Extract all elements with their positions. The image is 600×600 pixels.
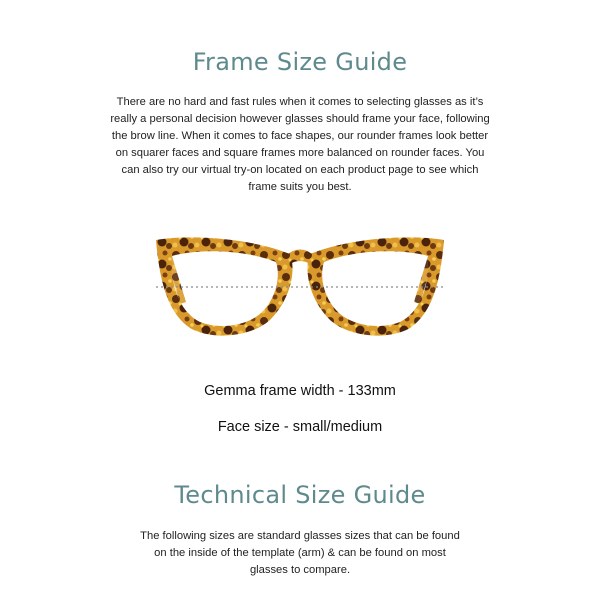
bridge [288, 250, 312, 265]
tortoiseshell-glasses-icon [150, 228, 450, 348]
frame-width-text: Gemma frame width - 133mm [204, 383, 396, 399]
frame-size-guide-title: Frame Size Guide [192, 48, 408, 76]
glasses-image [150, 228, 450, 348]
technical-size-guide-description: The following sizes are standard glasses sizes that can be found on the inside of the template (arm) & can be found on most glasses to compare. [140, 530, 460, 576]
face-size-text: Face size - small/medium [217, 419, 383, 435]
technical-size-guide-title: Technical Size Guide [174, 481, 426, 509]
frame-size-guide-description: There are no hard and fast rules when it comes to selecting glasses as it’s really a personal decision however glasses should frame your face, following the brow line. When it comes to face shapes, our rounder frames look better on squarer faces and square frames more balanced on rounder faces. You can also try our virtual try-on located on each product page to see which frame suits you best. [110, 96, 490, 193]
